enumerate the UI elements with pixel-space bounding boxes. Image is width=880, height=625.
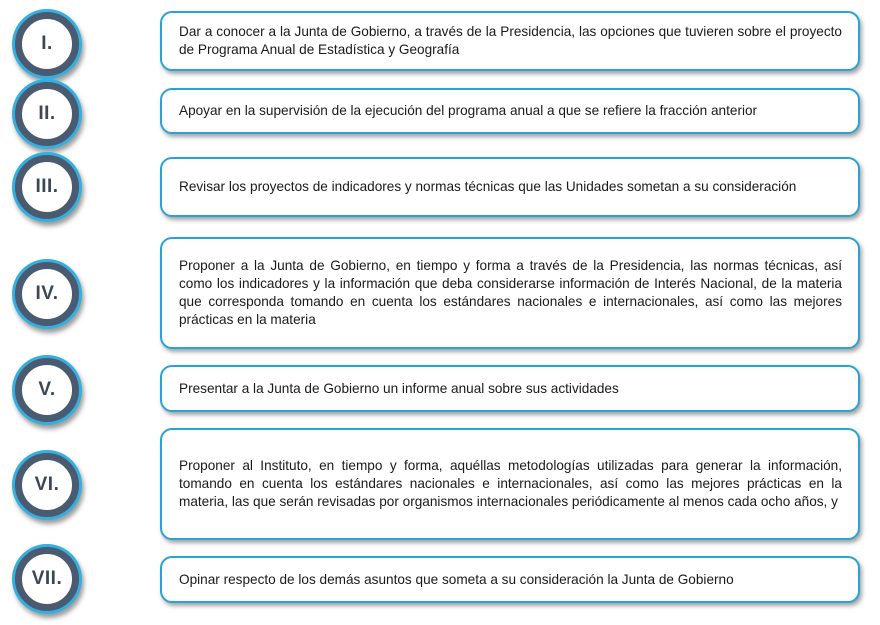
text-box (160, 88, 860, 134)
numeral-label: I. (41, 33, 53, 54)
numeral-badge (15, 262, 79, 326)
item-text: Dar a conocer a la Junta de Gobierno, a través de la Presidencia, las opciones que tuvieren sobre el proyecto de Programa Anual de Estadística y Geografía (179, 24, 842, 57)
numeral-badge (15, 155, 79, 219)
numeral-badge (15, 358, 79, 422)
numeral-label: V. (38, 379, 56, 400)
item-text: Presentar a la Junta de Gobierno un informe anual sobre sus actividades (179, 380, 619, 396)
numeral-label: VI. (34, 474, 60, 495)
numeral-label: II. (38, 103, 56, 124)
numeral-label: IV. (35, 283, 59, 304)
item-text: Opinar respecto de los demás asuntos que someta a su consideración la Junta de Gobierno (179, 571, 734, 587)
item-text: Revisar los proyectos de indicadores y normas técnicas que las Unidades sometan a su consideración (179, 179, 797, 194)
text-box (160, 428, 860, 540)
numeral-label: VII. (31, 568, 63, 589)
numeral-badge (15, 453, 79, 517)
text-box (160, 237, 860, 349)
numeral-badge (15, 547, 79, 611)
numeral-label: III. (35, 176, 59, 197)
item-text: Proponer a la Junta de Gobierno, en tiempo y forma a través de la Presidencia, las normas técnicas, así como los indicadores y la información que deba considerarse información de Interés Nacional, de la materia que corresponda tomando en cuenta los estándares nacionales e internacionales, así como las mejores prácticas en la materia (179, 258, 842, 327)
numeral-badge (15, 12, 79, 76)
text-box (160, 157, 860, 217)
text-box (160, 11, 860, 71)
numeral-badge (15, 82, 79, 146)
text-box (160, 556, 860, 603)
text-box (160, 365, 860, 412)
item-text: Apoyar en la supervisión de la ejecución del programa anual a que se refiere la fracción anterior (179, 103, 758, 118)
item-text: Proponer al Instituto, en tiempo y forma, aquéllas metodologías utilizadas para generar la información, tomando en cuenta los estándares nacionales e internacionales, así como las mejores prácticas en la materia, las que serán revisadas por organismos internacionales periódicamente al menos cada ocho años, y (179, 458, 842, 509)
